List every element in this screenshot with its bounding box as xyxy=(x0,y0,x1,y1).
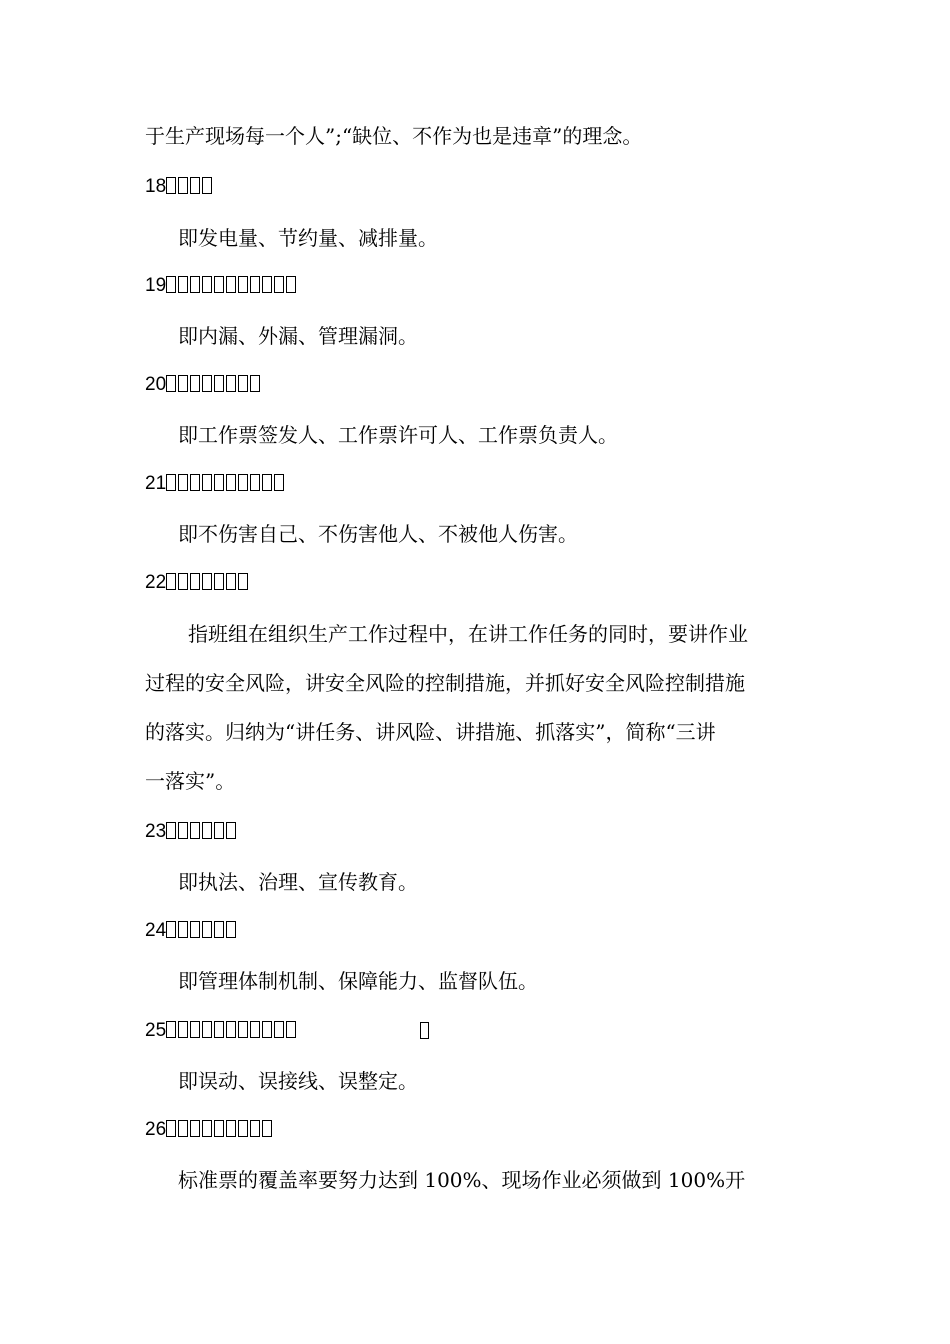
paragraph-line: 标准票的覆盖率要努力达到 100%、现场作业必须做到 100%开 xyxy=(178,1168,746,1192)
section-heading-23 xyxy=(145,820,238,844)
heading-number: 18 xyxy=(145,176,167,197)
heading-number: 20 xyxy=(145,374,167,395)
heading-number: 26 xyxy=(145,1119,167,1140)
section-heading-19 xyxy=(145,274,298,298)
heading-number: 25 xyxy=(145,1020,167,1041)
paragraph-line: 一落实”。 xyxy=(145,769,236,793)
paragraph-line: 即内漏、外漏、管理漏洞。 xyxy=(178,324,418,348)
paragraph-line: 即管理体制机制、保障能力、监督队伍。 xyxy=(178,969,538,993)
paragraph-line: 过程的安全风险，讲安全风险的控制措施，并抓好安全风险控制措施 xyxy=(145,671,745,695)
paragraph-line: 的落实。归纳为“讲任务、讲风险、讲措施、抓落实”，简称“三讲 xyxy=(145,720,716,744)
heading-number: 22 xyxy=(145,572,167,593)
section-heading-26 xyxy=(145,1118,274,1142)
heading-number: 24 xyxy=(145,920,167,941)
missing-glyph-box xyxy=(420,1022,429,1039)
section-heading-22 xyxy=(145,571,250,595)
section-heading-24 xyxy=(145,919,238,943)
paragraph-line: 即执法、治理、宣传教育。 xyxy=(178,870,418,894)
paragraph-line: 指班组在组织生产工作过程中，在讲工作任务的同时，要讲作业 xyxy=(188,622,748,646)
section-heading-21 xyxy=(145,472,286,496)
heading-number: 21 xyxy=(145,473,167,494)
heading-number: 23 xyxy=(145,821,167,842)
heading-number: 19 xyxy=(145,275,167,296)
section-heading-20 xyxy=(145,373,262,397)
paragraph-line: 于生产现场每一个人”;“缺位、不作为也是违章”的理念。 xyxy=(145,124,643,148)
section-heading-25 xyxy=(145,1019,298,1043)
paragraph-line: 即发电量、节约量、减排量。 xyxy=(178,226,438,250)
paragraph-line: 即误动、误接线、误整定。 xyxy=(178,1069,418,1093)
paragraph-line: 即不伤害自己、不伤害他人、不被他人伤害。 xyxy=(178,522,578,546)
section-heading-18 xyxy=(145,175,214,199)
paragraph-line: 即工作票签发人、工作票许可人、工作票负责人。 xyxy=(178,423,618,447)
